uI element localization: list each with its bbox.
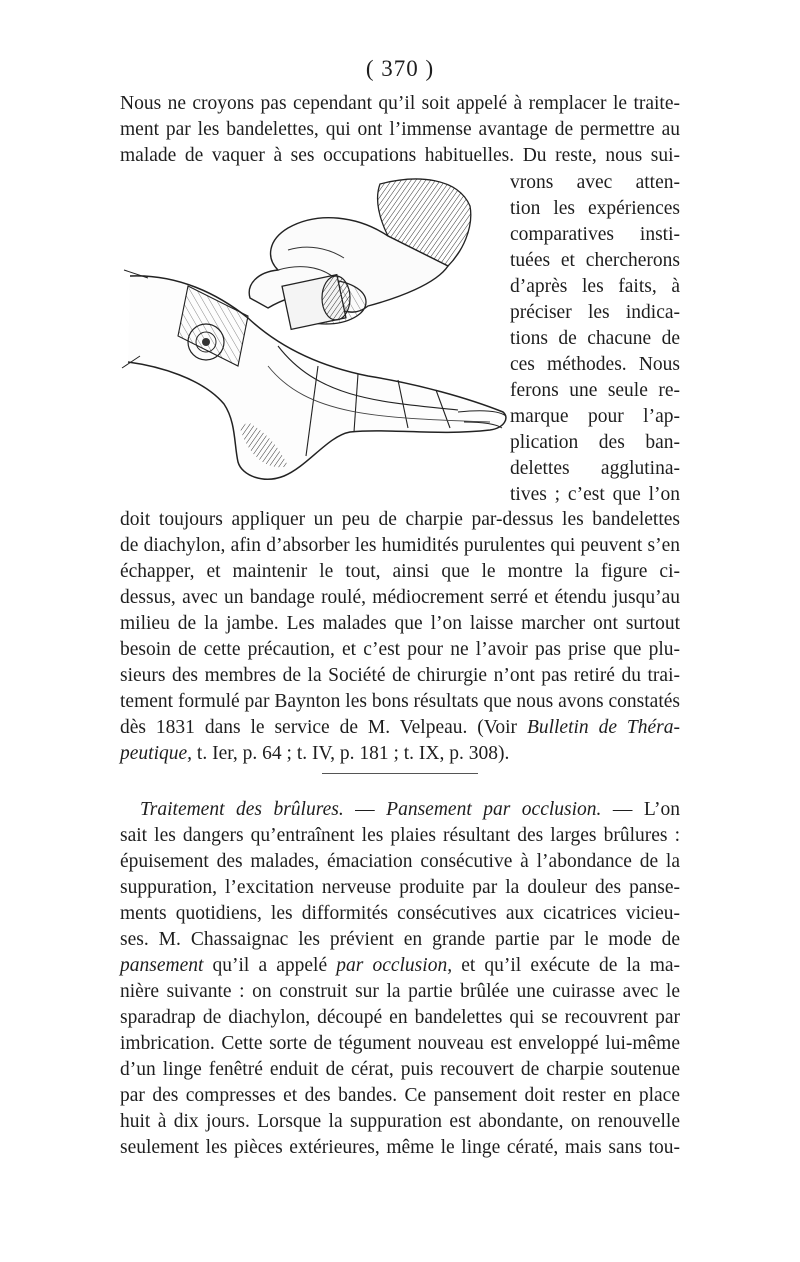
text-line: ments quotidiens, les difformités consécutives aux cicatrices vicieu-: [120, 903, 680, 924]
section-divider: [322, 773, 478, 774]
journal-title: peutique,: [120, 743, 193, 764]
text-span: dès 1831 dans le service de M. Velpeau. (Voir: [120, 717, 518, 738]
text-line: préciser les indica-: [510, 302, 680, 323]
italic-term: pansement: [120, 955, 204, 976]
text-line: ment par les bandelettes, qui ont l’immense avantage de permettre au: [120, 119, 680, 140]
text-line: doit toujours appliquer un peu de charpie par-dessus les bandelettes: [120, 509, 680, 530]
text-line: delettes agglutina-: [510, 458, 680, 479]
text-line: plication des ban-: [510, 432, 680, 453]
text-line: [120, 741, 680, 767]
text-line: besoin de cette précaution, et c’est pour ne l’avoir pas prise que plu-: [120, 639, 680, 660]
text-line: sait les dangers qu’entraînent les plaies résultant des larges brûlures :: [120, 825, 680, 846]
text-line: par des compresses et des bandes. Ce pansement doit rester en place: [120, 1085, 680, 1106]
text-line: sieurs des membres de la Société de chirurgie n’ont pas retiré du trai-: [120, 665, 680, 686]
text-span: — L’on: [601, 799, 680, 820]
text-line: seulement les pièces extérieures, même le linge cératé, mais sans tou-: [120, 1137, 680, 1158]
text-line: huit à dix jours. Lorsque la suppuration est abondante, on renouvelle: [120, 1111, 680, 1132]
bandaged-foot-illustration: [118, 166, 513, 496]
text-span: et qu’il exécute de la ma-: [452, 955, 681, 976]
section-subtitle: Pansement par occlusion.: [386, 799, 602, 820]
text-line: suppuration, l’excitation nerveuse produite par la douleur des panse-: [120, 877, 680, 898]
text-line: marque pour l’ap-: [510, 406, 680, 427]
text-line: dessus, avec un bandage roulé, médiocrement serré et étendu jusqu’au: [120, 587, 680, 608]
page-number: ( 370 ): [365, 56, 435, 81]
text-line: tions de chacune de: [510, 328, 680, 349]
text-line: ces méthodes. Nous: [510, 354, 680, 375]
text-line: imbrication. Cette sorte de tégument nouveau est enveloppé lui-même: [120, 1033, 680, 1054]
text-line: échapper, et maintenir le tout, ainsi que le montre la figure ci-: [120, 561, 680, 582]
text-span: qu’il a appelé: [203, 955, 337, 976]
text-line: d’après les faits, à: [510, 276, 680, 297]
section-title: Traitement des brûlures.: [140, 799, 344, 820]
text-line: tuées et chercherons: [510, 250, 680, 271]
journal-title: Bulletin de Théra-: [526, 717, 680, 738]
text-line: sparadrap de diachylon, découpé en bandelettes qui se recouvrent par: [120, 1007, 680, 1028]
dash: —: [343, 799, 387, 820]
section-heading-line: [140, 797, 680, 823]
reference-details: t. Ier, p. 64 ; t. IV, p. 181 ; t. IX, p. 308).: [192, 743, 510, 764]
text-line: comparatives insti-: [510, 224, 680, 245]
text-line: ferons une seule re-: [510, 380, 680, 401]
text-line: [120, 953, 680, 979]
text-line: tives ; c’est que l’on: [510, 484, 680, 505]
text-line: malade de vaquer à ses occupations habituelles. Du reste, nous sui-: [120, 145, 680, 166]
text-line: épuisement des malades, émaciation consécutive à l’abondance de la: [120, 851, 680, 872]
text-line: tion les expériences: [510, 198, 680, 219]
text-line: tement formulé par Baynton les bons résultats que nous avons constatés: [120, 691, 680, 712]
text-line: nière suivante : on construit sur la partie brûlée une cuirasse avec le: [120, 981, 680, 1002]
text-line: d’un linge fenêtré enduit de cérat, puis recouvert de charpie soutenue: [120, 1059, 680, 1080]
text-line: [120, 715, 680, 741]
italic-term: par occlusion,: [336, 955, 453, 976]
text-line: milieu de la jambe. Les malades que l’on laisse marcher ont surtout: [120, 613, 680, 634]
text-line: ses. M. Chassaignac les prévient en grande partie par le mode de: [120, 929, 680, 950]
text-line: vrons avec atten-: [510, 172, 680, 193]
text-line: Nous ne croyons pas cependant qu’il soit appelé à remplacer le traite-: [120, 93, 680, 114]
text-line: de diachylon, afin d’absorber les humidités purulentes qui peuvent s’en: [120, 535, 680, 556]
